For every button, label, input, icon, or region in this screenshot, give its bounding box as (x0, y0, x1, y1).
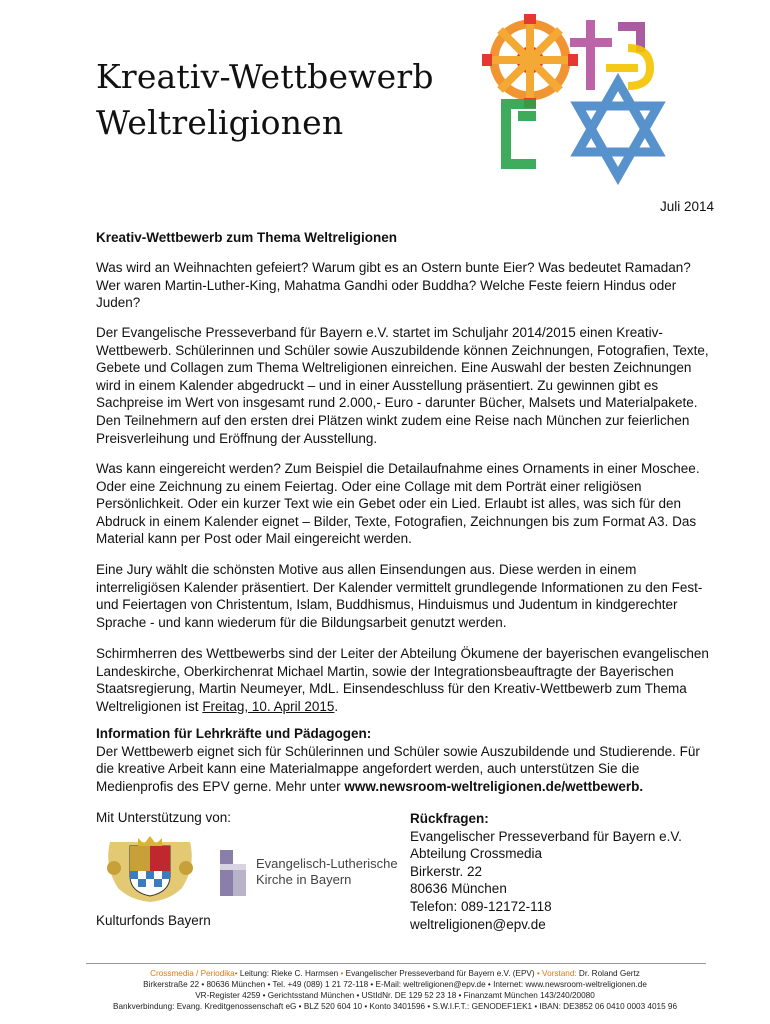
footer (50, 968, 740, 1012)
crescent-icon (506, 104, 536, 164)
religions-logo (478, 12, 678, 192)
dharma-wheel-icon (482, 14, 578, 108)
paragraph-jury: Eine Jury wählt die schönsten Motive aus allen Einsendungen aus. Diese werden in einem interreligiösen Kalender präsentiert. Der Kalender vermittelt grundlegende Informationen zu den Fest- und Feiertagen von Christentum, Islam, Buddhismus, Hinduismus und Judentum in kindgerechter Sprache - und kann wiederum für die Bildungsarbeit genutzt werden. (96, 562, 703, 630)
paragraph-announcement: Der Evangelische Presseverband für Bayern e.V. startet im Schuljahr 2014/2015 einen Kreativ-Wettbewerb. Schülerinnen und Schüler sowie Auszubildende können Zeichnungen, Fotografien, Texte, Gebete und Collagen zum Thema Weltreligionen einreichen. Eine Auswahl der besten Zeichnungen wird in einem Kalender abgedruckt – und in einer Ausstellung präsentiert. Zu gewinnen gibt es Sachpreise im Wert von insgesamt rund 2.000,- Euro - darunter Bücher, Malsets und Materialpakete. Den Teilnehmern auf den ersten drei Plätzen winkt zudem eine Reise nach München zur feierlichen Preisverleihung und Eröffnung der Ausstellung. (96, 325, 709, 446)
footer-line-1: Crossmedia / Periodika• Leitung: Rieke C. Harmsen • Evangelischer Presseverband für Bayern e.V. (EPV) • Vorstand: Dr. Roland Gertz (150, 969, 640, 978)
elkb-logo (220, 850, 400, 896)
footer-line-4: Bankverbindung: Evang. Kreditgenossenschaft eG • BLZ 520 604 10 • Konto 3401596 • S.W.I.F.T.: GENODEF1EK1 • IBAN: DE3852 06 0410 0003 4015 96 (112, 1002, 677, 1011)
elkb-name (256, 856, 398, 888)
teacher-info-link[interactable]: www.newsroom-weltreligionen.de/wettbewerb. (344, 778, 644, 794)
article-heading: Kreativ-Wettbewerb zum Thema Weltreligionen (96, 230, 398, 245)
footer-board-label: Vorstand: (539, 969, 577, 978)
teacher-info (96, 725, 718, 795)
teacher-info-heading: Information für Lehrkräfte und Pädagogen: (96, 726, 372, 741)
elkb-mark-icon (220, 850, 246, 896)
teacher-info-text: Der Wettbewerb eignet sich für Schülerinnen und Schüler sowie Auszubildende und Studierende. Für die kreative Arbeit kann eine Materialmappe angefordert werden, auch unterstützen Sie die Medienprofis des EPV gerne. Mehr unter (96, 743, 700, 794)
document-title (96, 54, 434, 146)
patrons-end: . (334, 698, 339, 714)
cross-icon (570, 20, 645, 90)
footer-dept: Crossmedia / Periodika (150, 969, 235, 978)
contact-line: Abteilung Crossmedia (410, 846, 543, 862)
paragraph-patrons (96, 645, 718, 715)
document-date: Juli 2014 (659, 199, 714, 214)
footer-board: Dr. Roland Gertz (576, 969, 640, 978)
contact-heading: Rückfragen: (410, 811, 489, 826)
om-icon (606, 48, 650, 86)
kulturfonds-label: Kulturfonds Bayern (96, 913, 211, 928)
contact-line: Birkerstr. 22 (410, 863, 483, 879)
paragraph-submissions: Was kann eingereicht werden? Zum Beispiel die Detailaufnahme eines Ornaments in einer Moschee. Oder eine Zeichnung zu einem Feiertag. Oder eine Collage mit dem Porträt einer religiösen Persönlichkeit. Oder ein kurzer Text wie ein Gebet oder ein Lied. Erlaubt ist alles, was sich für den Abdruck in einem Kalender eignet – Bilder, Texte, Fotografien, Zeichnungen bis zum Format A3. Das Material kann per Post oder Mail eingereicht werden. (96, 461, 700, 547)
patrons-text: Schirmherren des Wettbewerbs sind der Leiter der Abteilung Ökumene der bayerischen evangelischen Landeskirche, Oberkirchenrat Michael Martin, sowie der Integrationsbeauftragte der Bayerischen Staatsregierung, Martin Neumeyer, MdL. Einsendeschluss für den Kreativ-Wettbewerb zum Thema Weltreligionen ist (96, 646, 709, 714)
contact-block (410, 810, 682, 933)
deadline-date: Freitag, 10. April 2015 (202, 698, 335, 714)
paragraph-intro: Was wird an Weihnachten gefeiert? Warum gibt es an Ostern bunte Eier? Was bedeutet Ramadan? Wer waren Martin-Luther-King, Mahatma Gandhi oder Buddha? Welche Feste feiern Hindus oder Juden? (96, 260, 691, 311)
footer-lead: Leitung: Rieke C. Harmsen (237, 969, 341, 978)
footer-divider (86, 963, 706, 964)
elkb-line-2: Kirche in Bayern (256, 872, 352, 887)
contact-line: 80636 München (410, 881, 507, 897)
bavaria-coat-of-arms-logo (100, 836, 200, 904)
title-line-1: Kreativ-Wettbewerb (96, 57, 434, 96)
footer-line-2: Birkerstraße 22 • 80636 München • Tel. +49 (089) 1 21 72-118 • E-Mail: weltreligionen@epv.de • Internet: www.newsroom-weltreligionen.de (143, 980, 647, 989)
footer-line-3: VR-Register 4259 • Gerichtsstand München • UStIdNr. DE 129 52 23 18 • Finanzamt München 143/240/20080 (195, 991, 595, 1000)
contact-line: Evangelischer Presseverband für Bayern e.V. (410, 828, 682, 844)
contact-line: Telefon: 089-12172-118 (410, 898, 552, 914)
contact-email[interactable]: weltreligionen@epv.de (410, 916, 546, 932)
title-line-2: Weltreligionen (96, 103, 344, 142)
footer-org: Evangelischer Presseverband für Bayern e.V. (EPV) (343, 969, 537, 978)
star-of-david-icon (578, 82, 658, 176)
elkb-line-1: Evangelisch-Lutherische (256, 856, 398, 871)
support-label: Mit Unterstützung von: (96, 810, 232, 825)
